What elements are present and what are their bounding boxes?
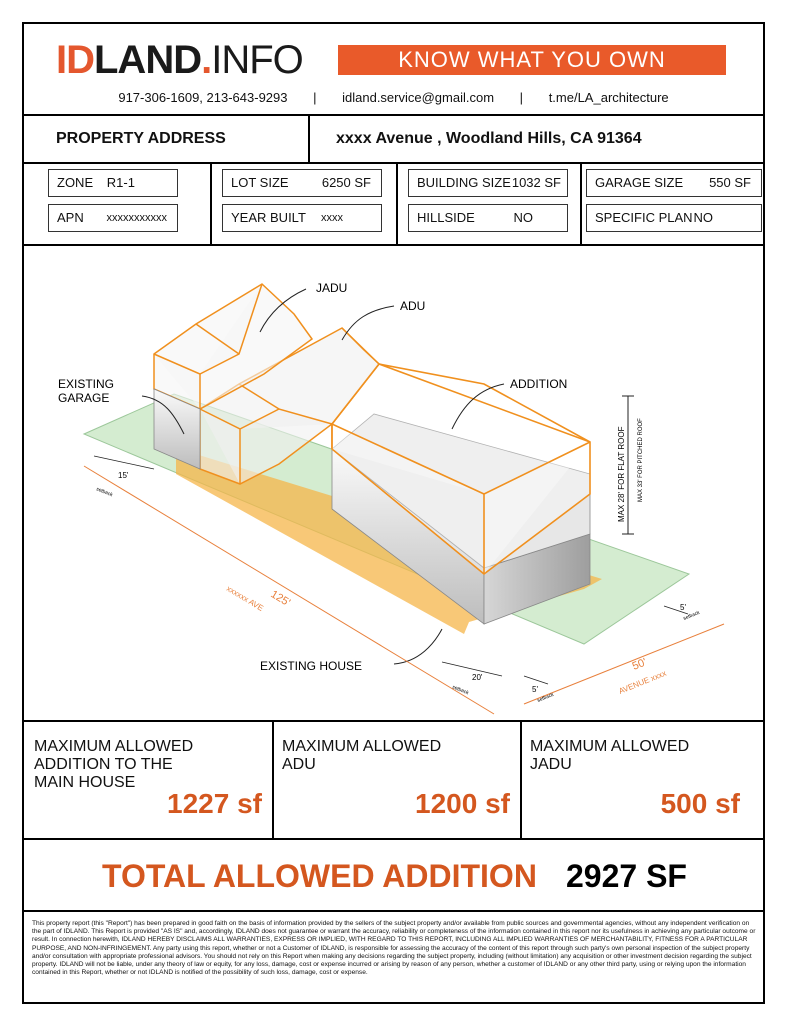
zone-value: R1-1	[106, 175, 135, 190]
existing-garage-label-1: EXISTING	[58, 377, 115, 391]
setback-5b-word: setback	[536, 691, 555, 704]
divider	[24, 114, 763, 116]
max-jadu-line2: JADU	[530, 756, 572, 773]
setback-5b-label: 5'	[532, 685, 538, 694]
divider	[24, 720, 763, 722]
divider	[396, 162, 398, 244]
setback-15-word: setback	[95, 486, 114, 499]
divider	[24, 838, 763, 840]
divider	[580, 162, 582, 244]
max-adu-value: 1200 sf	[415, 788, 510, 819]
specific-plan-value: NO	[693, 210, 713, 225]
street-side-label: xxxxxx AVE	[224, 583, 265, 613]
total-allowed-value: 2927 SF	[566, 858, 687, 894]
apn-value: xxxxxxxxxxx	[106, 212, 167, 224]
idland-logo	[56, 38, 303, 83]
year-built-box	[222, 204, 382, 232]
year-built-label: YEAR BUILT	[231, 210, 306, 225]
apn-box	[48, 204, 178, 232]
garage-size-label: GARAGE SIZE	[595, 175, 684, 190]
building-size-value: 1032 SF	[511, 175, 561, 190]
lot-size-box	[222, 169, 382, 197]
divider	[520, 720, 522, 838]
lot-size-value: 6250 SF	[321, 175, 371, 190]
contact-separator: |	[313, 90, 317, 105]
existing-house-label: EXISTING HOUSE	[260, 659, 363, 673]
street-front-label: AVENUE xxxx	[617, 668, 668, 696]
max-height-pitched-label: MAX 33' FOR PITCHED ROOF	[638, 418, 644, 502]
max-height-flat-label: MAX 28' FOR FLAT ROOF	[617, 426, 626, 522]
max-jadu-title	[530, 738, 750, 774]
property-address-value: xxxx Avenue , Woodland Hills, CA 91364	[336, 130, 642, 147]
lot-width-label: 50'	[630, 656, 649, 673]
legal-disclaimer: This property report (this "Report") has been prepared in good faith on the basis of information provided by the sellers of the subject property and/or available from public sources and governmental agencies, without any independent verification on the part of IDLAND. This Report is provided "AS IS" and, accordingly, IDLAND does not guarantee or warrant the accuracy, reliability or completeness of the information contained in this report nor its usefulness in achieving any particular outcome or result. In connection herewith, IDLAND HEREBY DISCLAIMS ALL WARRANTIES, EXPRESS OR IMPLIED, WITH REGARD TO THIS REPORT, INCLUDING ALL IMPLIED WARRANTIES OF MERCHANTABILITY, FITNESS FOR A PARTICULAR PURPOSE, AND NON-INFRINGEMENT. Any party using this report, whether or not a Customer of IDLAND, is responsible for assessing the accuracy of the content of this report through such party's own personal inspection of the subject property and/or consultation with appropriate professional advisors. You should not rely on this Report when making any decisions regarding the subject property, including (without limitation) any acquisition or other investment decision regarding the subject property. IDLAND will not be liable, under any theory of law or equity, for any loss, damage, cost or expense incurred or arising by reason of any person, whether a customer of IDLAND or any other third party, using or relying upon the information contained in this Report, whether or not IDLAND is notified of the possibility of such loss, damage, cost or expense.	[32, 920, 756, 977]
hillside-value: NO	[513, 210, 533, 225]
logo-id-text: ID	[56, 38, 94, 82]
lot-length-label: 125'	[268, 588, 293, 610]
addition-label: ADDITION	[510, 377, 568, 391]
jadu-label: JADU	[316, 281, 348, 295]
garage-size-value: 550 SF	[709, 175, 751, 190]
specific-plan-label: SPECIFIC PLAN	[595, 210, 693, 225]
apn-label: APN	[57, 210, 84, 225]
setback-20-label: 20'	[472, 673, 483, 682]
zone-box	[48, 169, 178, 197]
setback-5a-word: setback	[682, 609, 701, 622]
year-built-value: xxxx	[321, 212, 343, 224]
property-address-label: PROPERTY ADDRESS	[56, 130, 226, 147]
divider	[308, 114, 310, 162]
setback-5a-label: 5'	[680, 603, 686, 612]
max-addition-title	[34, 738, 254, 792]
tagline-banner: KNOW WHAT YOU OWN	[338, 45, 726, 75]
setback-20-word: setback	[451, 684, 470, 697]
divider	[24, 162, 763, 164]
isometric-site-drawing	[24, 244, 763, 720]
divider	[272, 720, 274, 838]
email-link[interactable]: idland.service@gmail.com	[342, 90, 495, 105]
phone-numbers: 917-306-1609, 213-643-9293	[118, 90, 288, 105]
max-jadu-value: 500 sf	[660, 788, 740, 819]
max-addition-line2: ADDITION TO THE	[34, 756, 173, 773]
zone-label: ZONE	[57, 175, 94, 190]
max-adu-title	[282, 738, 502, 774]
setback-15-label: 15'	[118, 471, 129, 480]
lot-size-label: LOT SIZE	[231, 175, 289, 190]
max-jadu-line1: MAXIMUM ALLOWED	[530, 738, 690, 755]
logo-land-text: LAND	[94, 38, 202, 82]
existing-garage-label-2: GARAGE	[58, 391, 110, 405]
logo-dot-text: .	[201, 38, 212, 82]
max-adu-line1: MAXIMUM ALLOWED	[282, 738, 442, 755]
contact-line	[24, 90, 763, 105]
max-adu-line2: ADU	[282, 756, 316, 773]
building-size-label: BUILDING SIZE	[417, 175, 511, 190]
hillside-label: HILLSIDE	[417, 210, 475, 225]
max-addition-line1: MAXIMUM ALLOWED	[34, 738, 194, 755]
divider	[210, 162, 212, 244]
telegram-link[interactable]: t.me/LA_architecture	[548, 90, 669, 105]
hillside-box	[408, 204, 568, 232]
total-allowed-label: TOTAL ALLOWED ADDITION	[102, 858, 537, 894]
building-size-box	[408, 169, 568, 197]
max-addition-value: 1227 sf	[167, 788, 262, 819]
adu-label: ADU	[400, 299, 426, 313]
contact-separator: |	[519, 90, 524, 105]
divider	[24, 910, 763, 912]
max-addition-line3: MAIN HOUSE	[34, 774, 136, 791]
logo-info-text: INFO	[211, 38, 303, 82]
report-frame	[22, 22, 765, 1004]
garage-size-box	[586, 169, 762, 197]
specific-plan-box	[586, 204, 762, 232]
